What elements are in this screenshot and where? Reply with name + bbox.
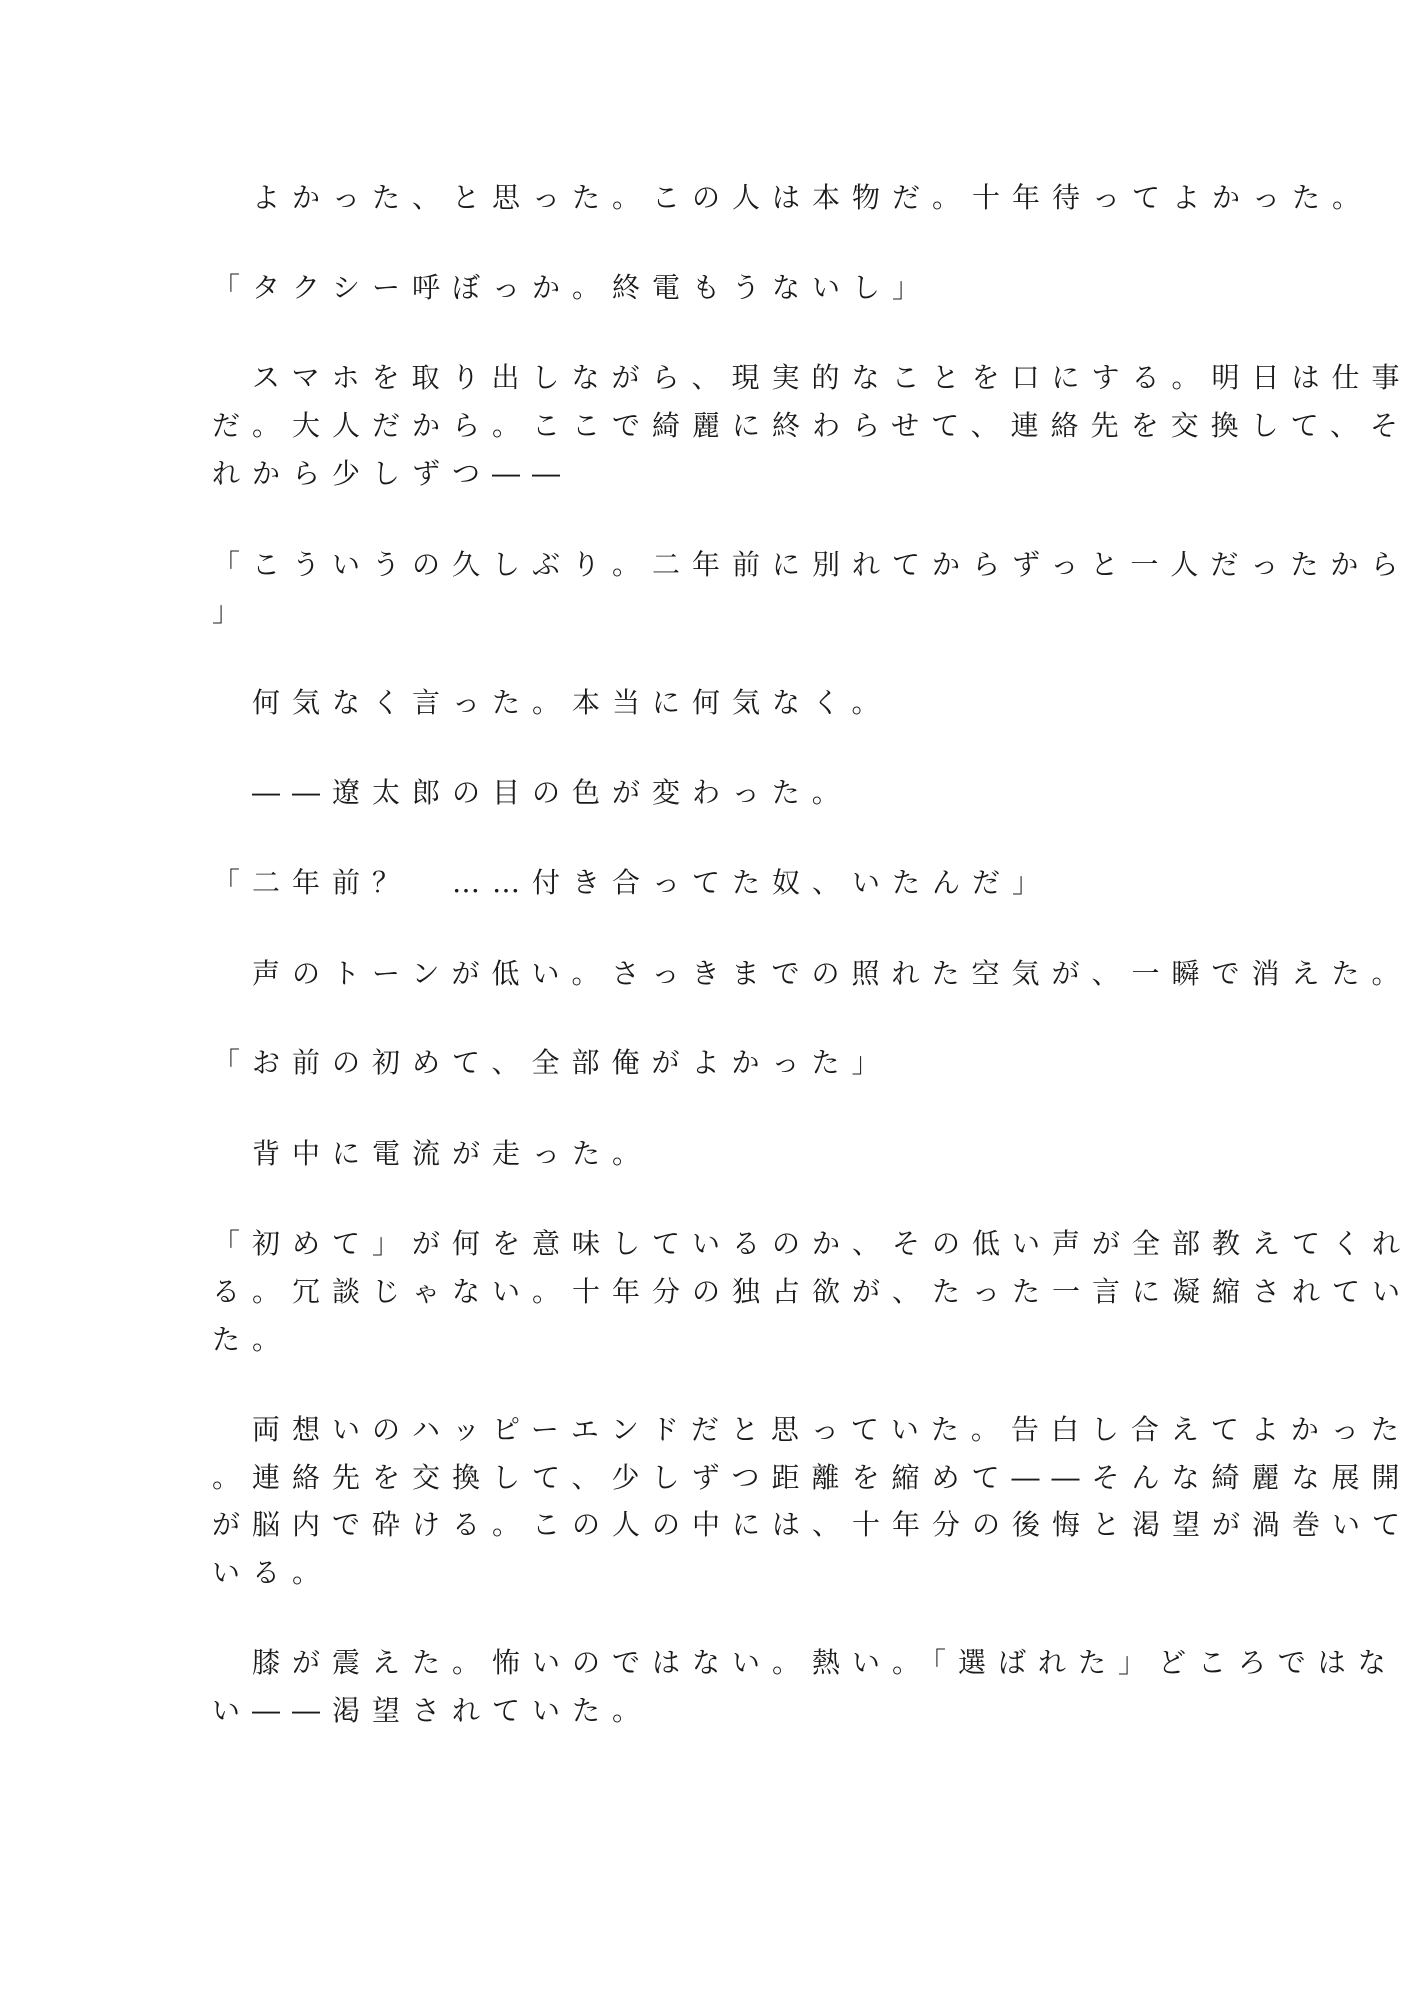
text-line: 両想いのハッピーエンドだと思っていた。告白し合えてよかった (212, 1413, 1411, 1446)
text-line: 何気なく言った。本当に何気なく。 (212, 686, 892, 719)
text-line: る。冗談じゃない。十年分の独占欲が、たった一言に凝縮されてい (212, 1275, 1413, 1308)
text-line: れから少しずつ―― (212, 457, 573, 490)
text-line: 「初めて」が何を意味しているのか、その低い声が全部教えてくれ (212, 1227, 1413, 1260)
text-line: 背中に電流が走った。 (212, 1137, 653, 1170)
text-line: 。連絡先を交換して、少しずつ距離を縮めて――そんな綺麗な展開 (212, 1461, 1412, 1494)
text-line: 」 (212, 595, 253, 628)
text-line: 膝が震えた。怖いのではない。熱い。「選ばれた」どころではな (212, 1646, 1398, 1679)
text-line: だ。大人だから。ここで綺麗に終わらせて、連絡先を交換して、そ (212, 409, 1411, 442)
text-line: よかった、と思った。この人は本物だ。十年待ってよかった。 (212, 181, 1373, 214)
text-line: 「タクシー呼ぼっか。終電もうないし」 (212, 271, 933, 304)
text-line: スマホを取り出しながら、現実的なことを口にする。明日は仕事 (212, 361, 1412, 394)
text-line: 「お前の初めて、全部俺がよかった」 (212, 1046, 892, 1079)
text-line: いる。 (212, 1556, 333, 1589)
text-line: が脳内で砕ける。この人の中には、十年分の後悔と渇望が渦巻いて (212, 1508, 1413, 1541)
text-line: 声のトーンが低い。さっきまでの照れた空気が、一瞬で消えた。 (212, 957, 1412, 990)
text-line: た。 (212, 1323, 293, 1356)
text-line: ――遼太郎の目の色が変わった。 (212, 776, 852, 809)
text-line: 「二年前？ ……付き合ってた奴、いたんだ」 (212, 866, 1053, 899)
text-line: 「こういうの久しぶり。二年前に別れてからずっと一人だったから (212, 548, 1411, 581)
text-line: い――渇望されていた。 (212, 1694, 653, 1727)
